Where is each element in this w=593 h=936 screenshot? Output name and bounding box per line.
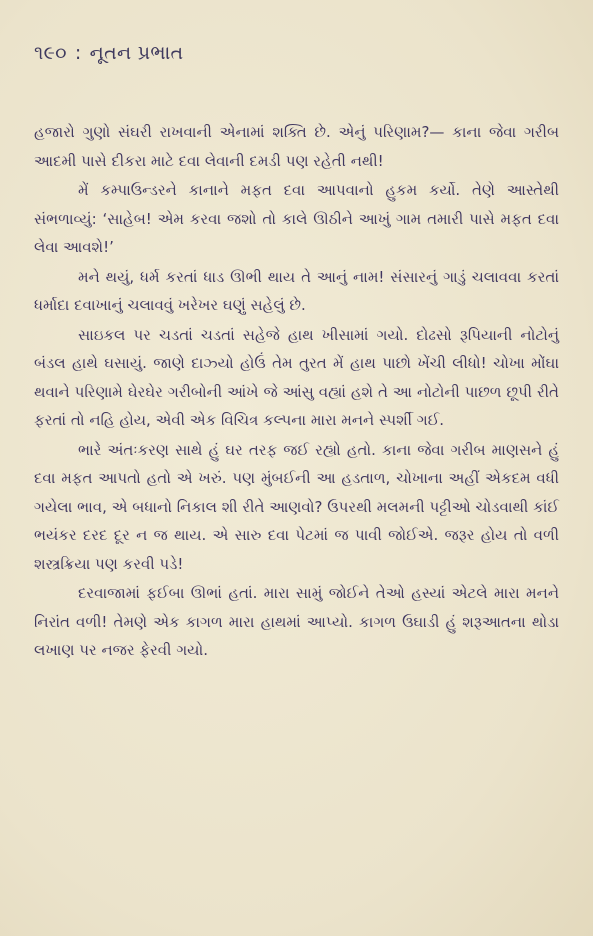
paragraph-6: દરવાજામાં ફઈબા ઊભાં હતાં. મારા સામું જોઈને તેઓ હસ્યાં એટલે મારા મનને નિરાંત વળી! તેમણે એક કાગળ મારા હાથમાં આપ્યો. કાગળ ઉઘાડી હું શરૂઆતના થોડા લખાણ પર નજર ફેરવી ગયો. bbox=[34, 584, 559, 659]
paragraph-5: ભારે અંતઃકરણ સાથે હું ઘર તરફ જઈ રહ્યો હતો. કાના જેવા ગરીબ માણસને હું દવા મફત આપતો હતો એ ખરું. પણ મુંબઈની આ હડતાળ, ચોખાના અહીં એકદમ વધી ગયેલા ભાવ, એ બધાનો નિકાલ શી રીતે આણવો? ઉપરથી મલમની પટ્ટીઓ ચોડવાથી કાંઈ ભયંકર દરદ દૂર ન જ થાય. એ સારુ દવા પેટમાં જ પાવી જોઈએ. જરૂર હોય તો વળી શસ્ત્રક્રિયા પણ કરવી પડે! bbox=[34, 440, 559, 573]
page-body bbox=[34, 118, 559, 665]
book-title: નૂતન પ્રભાત bbox=[89, 42, 184, 64]
paragraph-1: હજારો ગુણો સંઘરી રાખવાની એનામાં શક્તિ છે. એનું પરિણામ?— કાના જેવા ગરીબ આદમી પાસે દીકરા માટે દવા લેવાની દમડી પણ રહેતી નથી! bbox=[34, 123, 559, 170]
paragraph-3: મને થયું, ધર્મ કરતાં ધાડ ઊભી થાય તે આનું નામ! સંસારનું ગાડું ચલાવવા કરતાં ધર્માદા દવાખાનું ચલાવવું ખરેખર ઘણું સહેલું છે. bbox=[34, 267, 559, 314]
header-separator: : bbox=[74, 42, 82, 64]
running-header bbox=[34, 42, 183, 64]
paragraph-2: મેં કમ્પાઉન્ડરને કાનાને મફત દવા આપવાનો હુકમ કર્યો. તેણે આસ્તેથી સંભળાવ્યું: ‘સાહેબ! એમ કરવા જશો તો કાલે ઊઠીને આખું ગામ તમારી પાસે મફત દવા લેવા આવશે!’ bbox=[34, 181, 559, 256]
paragraph-4: સાઇકલ પર ચડતાં ચડતાં સહેજે હાથ ખીસામાં ગયો. દોઢસો રૂપિયાની નોટોનું બંડલ હાથે ઘસાયું. જાણે દાઝ્યો હોઉં તેમ તુરત મેં હાથ પાછો ખેંચી લીધો! ચોખા મોંઘા થવાને પરિણામે ઘેરઘેર ગરીબોની આંખે જે આંસુ વહ્યાં હશે તે આ નોટોની પાછળ છૂપી રીતે ફરતાં તો નહિ હોય, એવી એક વિચિત્ર કલ્પના મારા મનને સ્પર્શી ગઈ. bbox=[34, 325, 559, 429]
page-number: ૧૯૦ bbox=[34, 42, 67, 64]
